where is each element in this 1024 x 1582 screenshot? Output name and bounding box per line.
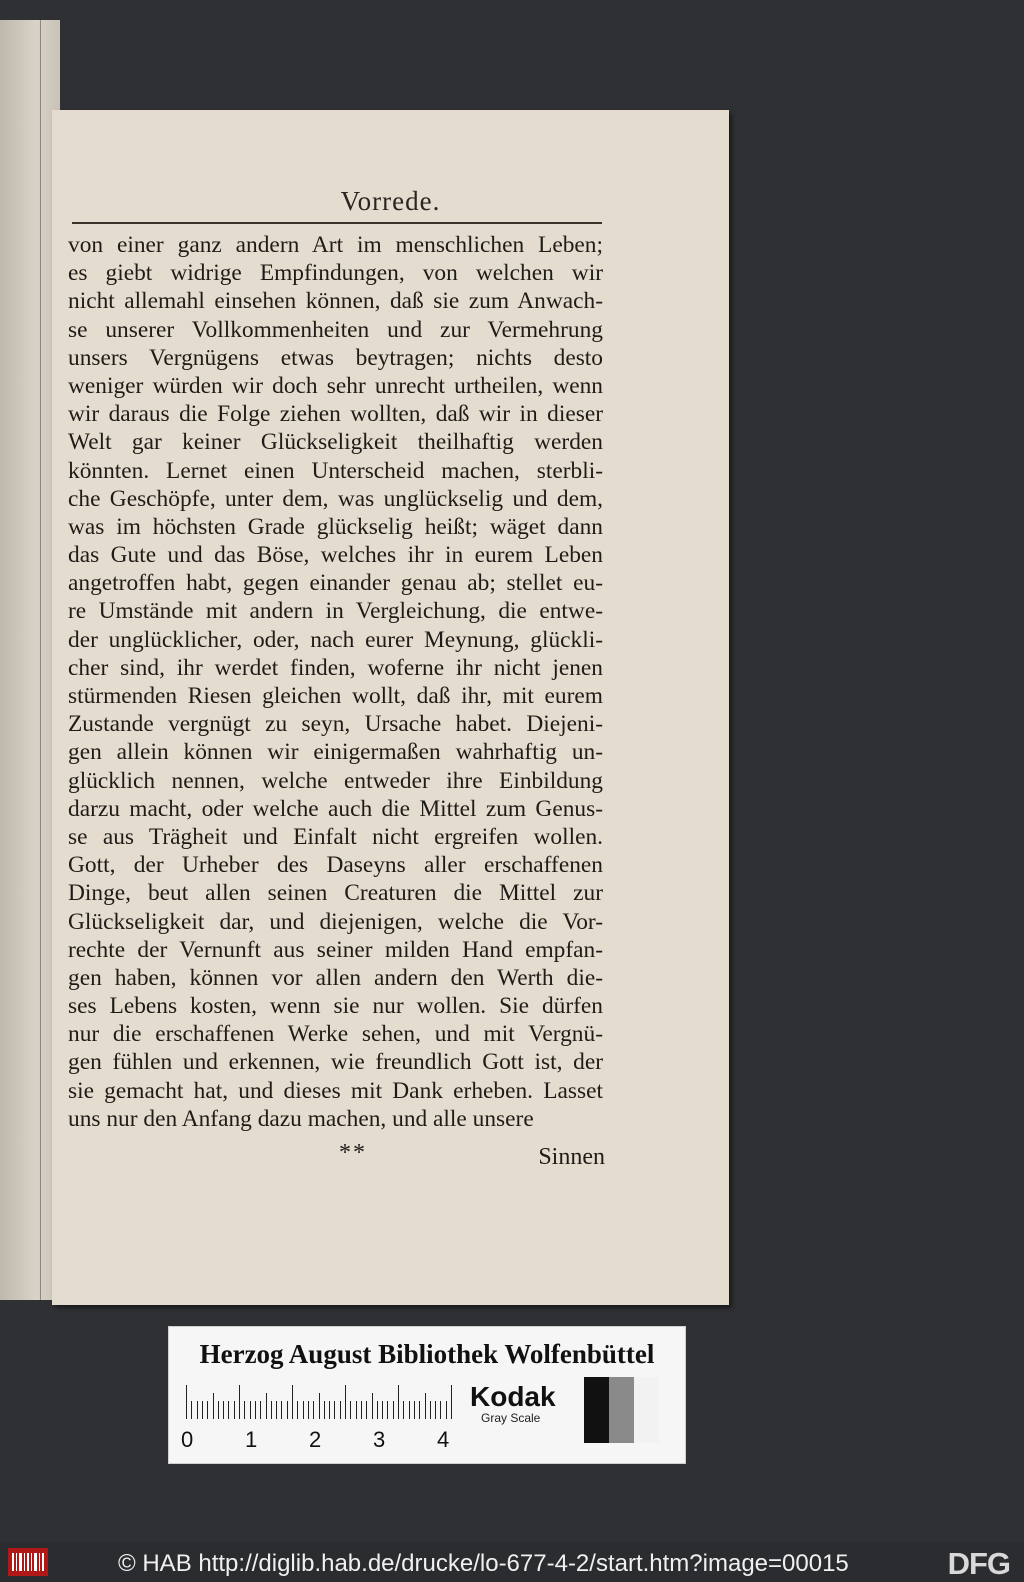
ruler-tick	[446, 1401, 447, 1419]
ruler-tick	[382, 1401, 383, 1419]
ruler-tick	[186, 1385, 187, 1419]
gray-patch	[634, 1377, 659, 1443]
source-url[interactable]: © HAB http://diglib.hab.de/drucke/lo-677-4-2/start.htm?image=00015	[118, 1550, 849, 1577]
ruler-tick	[366, 1401, 367, 1419]
text-line: Gott, der Urheber des Daseyns aller erschaffenen	[68, 852, 603, 879]
ruler-tick	[213, 1393, 214, 1419]
text-line: das Gute und das Böse, welches ihr in eurem Leben	[68, 542, 603, 569]
ruler-tick	[340, 1401, 341, 1419]
text-line: wir daraus die Folge ziehen wollten, daß wir in dieser	[68, 401, 603, 428]
text-line: glücklich nennen, welche entweder ihre Einbildung	[68, 767, 603, 794]
ruler-tick	[425, 1393, 426, 1419]
ruler-tick	[228, 1401, 229, 1419]
ruler-number: 2	[309, 1427, 322, 1452]
ruler-tick	[329, 1401, 330, 1419]
text-line: nicht allemahl einsehen können, daß sie zum Anwach-	[68, 288, 603, 315]
ruler-tick	[319, 1393, 320, 1419]
gray-scale-label: Gray Scale	[481, 1411, 541, 1425]
ruler-number: 0	[181, 1427, 194, 1452]
catchword: Sinnen	[538, 1144, 605, 1170]
ruler-tick	[287, 1401, 288, 1419]
ruler-tick	[303, 1401, 304, 1419]
dfg-logo: DFG	[947, 1546, 1010, 1581]
ruler-tick	[239, 1385, 240, 1419]
ruler-tick	[234, 1401, 235, 1419]
body-text	[68, 231, 603, 1133]
signature-mark: **	[339, 1140, 367, 1166]
ruler-tick	[276, 1401, 277, 1419]
ruler-tick	[393, 1401, 394, 1419]
ruler-tick	[308, 1401, 309, 1419]
text-line: che Geschöpfe, unter dem, was unglückselig und dem,	[68, 485, 603, 512]
text-line: uns nur den Anfang dazu machen, und alle unsere	[68, 1105, 534, 1132]
text-line: gen allein können wir einigermaßen wahrhaftig un-	[68, 739, 603, 766]
text-line: rechte der Vernunft aus seiner milden Hand empfan-	[68, 936, 603, 963]
text-line: se unserer Vollkommenheiten und zur Vermehrung	[68, 316, 603, 343]
ruler-tick	[218, 1401, 219, 1419]
ruler-tick	[361, 1401, 362, 1419]
text-line: Welt gar keiner Glückseligkeit theilhaftig werden	[68, 429, 603, 456]
ruler-tick	[292, 1385, 293, 1419]
barcode-icon	[8, 1548, 48, 1576]
color-target-card	[168, 1326, 686, 1464]
text-line: stürmenden Riesen gleichen wollt, daß ihr, mit eurem	[68, 683, 603, 709]
ruler-tick	[324, 1401, 325, 1419]
text-line: es giebt widrige Empfindungen, von welchen wir	[68, 260, 603, 287]
ruler-tick	[440, 1401, 441, 1419]
gray-patch	[584, 1377, 609, 1443]
text-line: Glückseligkeit dar, und diejenigen, welche die Vor-	[68, 908, 603, 935]
ruler-number: 3	[373, 1427, 386, 1452]
text-line: se aus Trägheit und Einfalt nicht ergreifen wollen.	[68, 823, 603, 850]
book-page	[52, 110, 729, 1305]
ruler-tick	[207, 1401, 208, 1419]
ruler-tick	[297, 1401, 298, 1419]
gray-scale-patches	[584, 1377, 659, 1443]
text-line: gen fühlen und erkennen, wie freundlich Gott ist, der	[68, 1049, 603, 1076]
ruler-tick	[419, 1401, 420, 1419]
text-line: darzu macht, oder welche auch die Mittel zum Genus-	[68, 795, 603, 822]
text-line: sie gemacht hat, und dieses mit Dank erheben. Lasset	[68, 1077, 603, 1104]
ruler-tick	[414, 1401, 415, 1419]
ruler-tick	[244, 1401, 245, 1419]
text-line: gen haben, können vor allen andern den Werth die-	[68, 964, 603, 991]
ruler-tick	[334, 1401, 335, 1419]
ruler-tick	[372, 1393, 373, 1419]
ruler-number: 4	[437, 1427, 450, 1452]
ruler-tick	[350, 1401, 351, 1419]
ruler-tick	[197, 1401, 198, 1419]
ruler	[186, 1385, 452, 1419]
text-line: Dinge, beut allen seinen Creaturen die Mittel zur	[68, 880, 603, 907]
text-line: re Umstände mit andern in Vergleichung, die entwe-	[68, 598, 603, 625]
ruler-number: 1	[245, 1427, 258, 1452]
footer-bar	[0, 1542, 1024, 1582]
gray-patch	[609, 1377, 634, 1443]
library-name: Herzog August Bibliothek Wolfenbüttel	[199, 1339, 655, 1369]
ruler-tick	[398, 1385, 399, 1419]
ruler-tick	[223, 1401, 224, 1419]
ruler-tick	[356, 1401, 357, 1419]
ruler-tick	[191, 1401, 192, 1419]
text-line: Zustande vergnügt zu seyn, Ursache habet. Diejeni-	[68, 711, 603, 738]
ruler-tick	[281, 1401, 282, 1419]
ruler-tick	[430, 1401, 431, 1419]
text-line: könnten. Lernet einen Unterscheid machen, sterbli-	[68, 457, 603, 484]
ruler-tick	[271, 1401, 272, 1419]
ruler-tick	[377, 1401, 378, 1419]
text-line: von einer ganz andern Art im menschlichen Leben;	[68, 232, 603, 258]
ruler-tick	[313, 1401, 314, 1419]
ruler-tick	[202, 1401, 203, 1419]
text-line: nur die erschaffenen Werke sehen, und mit Vergnü-	[68, 1021, 603, 1048]
text-line: was im höchsten Grade glückselig heißt; wäget dann	[68, 513, 603, 540]
ruler-tick	[403, 1401, 404, 1419]
text-line: cher sind, ihr werdet finden, woferne ihr nicht jenen	[68, 654, 603, 681]
text-line: der unglücklicher, oder, nach eurer Meynung, glückli-	[68, 626, 603, 653]
ruler-tick	[250, 1401, 251, 1419]
ruler-tick	[260, 1401, 261, 1419]
ruler-tick	[255, 1401, 256, 1419]
heading-rule	[72, 222, 602, 224]
text-line: unsers Vergnügens etwas beytragen; nichts desto	[68, 344, 603, 371]
ruler-tick	[387, 1401, 388, 1419]
text-line: weniger würden wir doch sehr unrecht urtheilen, wenn	[68, 372, 603, 399]
text-line: ses Lebens kosten, wenn sie nur wollen. Sie dürfen	[68, 993, 603, 1020]
ruler-tick	[266, 1393, 267, 1419]
kodak-logo: Kodak	[470, 1381, 556, 1412]
ruler-tick	[435, 1401, 436, 1419]
facing-page-edge	[0, 20, 60, 1300]
page-heading: Vorrede.	[340, 186, 441, 216]
text-line: angetroffen habt, gegen einander genau ab; stellet eu-	[68, 570, 603, 597]
ruler-tick	[345, 1385, 346, 1419]
ruler-tick	[451, 1385, 452, 1419]
ruler-tick	[409, 1401, 410, 1419]
